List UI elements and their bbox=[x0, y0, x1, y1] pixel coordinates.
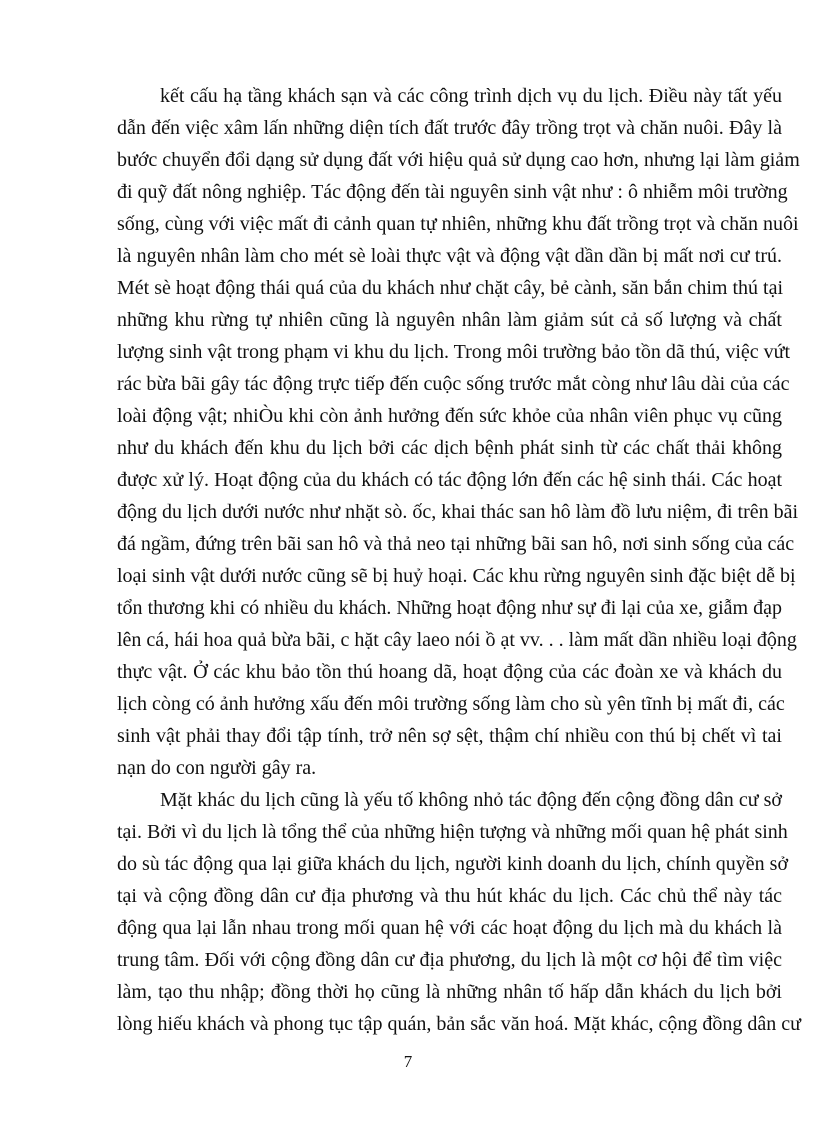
text-line: Mặt khác du lịch cũng là yếu tố không nhỏ tác động đến cộng đồng dân cư sở bbox=[160, 789, 782, 811]
text-line: kết cấu hạ tầng khách sạn và các công trình dịch vụ du lịch. Điều này tất yếu bbox=[160, 85, 782, 107]
text-line: thực vật. Ở các khu bảo tồn thú hoang dã, hoạt động của các đoàn xe và khách du bbox=[117, 661, 782, 683]
text-line: đi quỹ đất nông nghiệp. Tác động đến tài nguyên sinh vật như : ô nhiễm môi trường bbox=[117, 181, 788, 203]
text-line: lòng hiếu khách và phong tục tập quán, bản sắc văn hoá. Mặt khác, cộng đồng dân cư bbox=[117, 1013, 801, 1035]
text-line: lịch còng có ảnh hưởng xấu đến môi trường sống làm cho sù yên tĩnh bị mất đi, các bbox=[117, 693, 785, 715]
text-line: trung tâm. Đối với cộng đồng dân cư địa phương, du lịch là một cơ hội để tìm việc bbox=[117, 949, 782, 971]
text-line: sinh vật phải thay đổi tập tính, trở nên sợ sệt, thậm chí nhiều con thú bị chết vì tai bbox=[117, 725, 782, 747]
text-line: loại sinh vật dưới nước cũng sẽ bị huỷ hoại. Các khu rừng nguyên sinh đặc biệt dễ bị bbox=[117, 565, 796, 587]
text-line: Mét sè hoạt động thái quá của du khách như chặt cây, bẻ cành, săn bắn chim thú tại bbox=[117, 277, 783, 299]
text-line: được xử lý. Hoạt động của du khách có tác động lớn đến các hệ sinh thái. Các hoạt bbox=[117, 469, 782, 491]
text-line: do sù tác động qua lại giữa khách du lịch, người kinh doanh du lịch, chính quyền sở bbox=[117, 853, 789, 875]
text-line: tại và cộng đồng dân cư địa phương và thu hút khác du lịch. Các chủ thể này tác bbox=[117, 885, 782, 907]
text-line: động qua lại lẫn nhau trong mối quan hệ với các hoạt động du lịch mà du khách là bbox=[117, 917, 782, 939]
text-line: là nguyên nhân làm cho mét sè loài thực vật và động vật dần dần bị mất nơi cư trú. bbox=[117, 245, 782, 267]
text-line: sống, cùng với việc mất đi cảnh quan tự nhiên, những khu đất trồng trọt và chăn nuôi bbox=[117, 213, 799, 235]
text-line: đá ngầm, đứng trên bãi san hô và thả neo tại những bãi san hô, nơi sinh sống của các bbox=[117, 533, 795, 555]
text-line: làm, tạo thu nhập; đồng thời họ cũng là những nhân tố hấp dẫn khách du lịch bởi bbox=[117, 981, 782, 1003]
text-line: bước chuyển đổi dạng sử dụng đất với hiệu quả sử dụng cao hơn, nhưng lại làm giảm bbox=[117, 149, 800, 171]
text-line: như du khách đến khu du lịch bởi các dịch bệnh phát sinh từ các chất thải không bbox=[117, 437, 782, 459]
text-line: tại. Bởi vì du lịch là tổng thể của những hiện tượng và những mối quan hệ phát sinh bbox=[117, 821, 788, 843]
text-line: lên cá, hái hoa quả bừa bãi, c hặt cây laeo nói ồ ạt vv. . . làm mất dần nhiều loại động bbox=[117, 629, 797, 651]
text-line: những khu rừng tự nhiên cũng là nguyên nhân làm giảm sút cả số lượng và chất bbox=[117, 309, 782, 331]
text-line: rác bừa bãi gây tác động trực tiếp đến cuộc sống trước mắt còng như lâu dài của các bbox=[117, 373, 790, 395]
text-line: dẫn đến việc xâm lấn những diện tích đất trước đây trồng trọt và chăn nuôi. Đây là bbox=[117, 117, 782, 139]
text-line: động du lịch dưới nước như nhặt sò. ốc, khai thác san hô làm đồ lưu niệm, đi trên bãi bbox=[117, 501, 799, 523]
text-line: nạn do con người gây ra. bbox=[117, 757, 317, 779]
text-line: lượng sinh vật trong phạm vi khu du lịch. Trong môi trường bảo tồn dã thú, việc vứt bbox=[117, 341, 791, 363]
text-line: loài động vật; nhiÒu khi còn ảnh hưởng đến sức khỏe của nhân viên phục vụ cũng bbox=[117, 405, 782, 427]
text-line: tổn thương khi có nhiều du khách. Những hoạt động như sự đi lại của xe, giẫm đạp bbox=[117, 597, 782, 619]
page-number: 7 bbox=[403, 1052, 413, 1071]
